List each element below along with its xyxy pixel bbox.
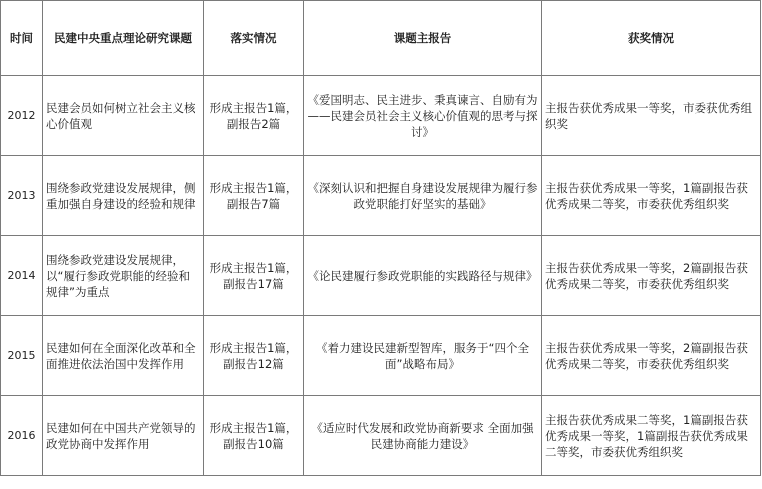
awards-cell: 主报告获优秀成果二等奖，1篇副报告获优秀成果一等奖，1篇副报告获优秀成果二等奖，市委获优秀组织奖: [542, 396, 761, 476]
main-report-cell: 《着力建设民建新型智库，服务于“四个全面”战略布局》: [304, 316, 542, 396]
main-report-cell: 《深刻认识和把握自身建设发展规律为履行参政党职能打好坚实的基础》: [304, 156, 542, 236]
header-topic: 民建中央重点理论研究课题: [43, 1, 204, 76]
table-row: [1, 156, 761, 236]
implementation-cell: 形成主报告1篇，副报告12篇: [204, 316, 304, 396]
topic-cell: 围绕参政党建设发展规律，以“履行参政党职能的经验和规律”为重点: [43, 236, 204, 316]
year-cell: 2013: [1, 156, 43, 236]
year-cell: 2015: [1, 316, 43, 396]
awards-cell: 主报告获优秀成果一等奖，2篇副报告获优秀成果二等奖，市委获优秀组织奖: [542, 236, 761, 316]
table-row: [1, 396, 761, 476]
table-row: [1, 236, 761, 316]
year-cell: 2012: [1, 76, 43, 156]
topic-cell: 围绕参政党建设发展规律，侧重加强自身建设的经验和规律: [43, 156, 204, 236]
awards-cell: 主报告获优秀成果一等奖，2篇副报告获优秀成果二等奖，市委获优秀组织奖: [542, 316, 761, 396]
table-row: [1, 76, 761, 156]
header-implementation: 落实情况: [204, 1, 304, 76]
main-report-cell: 《爱国明志、民主进步、秉真谏言、自励有为——民建会员社会主义核心价值观的思考与探讨》: [304, 76, 542, 156]
header-main-report: 课题主报告: [304, 1, 542, 76]
header-time: 时间: [1, 1, 43, 76]
implementation-cell: 形成主报告1篇，副报告17篇: [204, 236, 304, 316]
year-cell: 2016: [1, 396, 43, 476]
main-report-cell: 《适应时代发展和政党协商新要求 全面加强民建协商能力建设》: [304, 396, 542, 476]
topic-cell: 民建如何在中国共产党领导的政党协商中发挥作用: [43, 396, 204, 476]
topic-cell: 民建如何在全面深化改革和全面推进依法治国中发挥作用: [43, 316, 204, 396]
main-report-cell: 《论民建履行参政党职能的实践路径与规律》: [304, 236, 542, 316]
implementation-cell: 形成主报告1篇，副报告7篇: [204, 156, 304, 236]
awards-cell: 主报告获优秀成果一等奖，1篇副报告获优秀成果二等奖，市委获优秀组织奖: [542, 156, 761, 236]
awards-cell: 主报告获优秀成果一等奖，市委获优秀组织奖: [542, 76, 761, 156]
implementation-cell: 形成主报告1篇，副报告10篇: [204, 396, 304, 476]
implementation-cell: 形成主报告1篇，副报告2篇: [204, 76, 304, 156]
topic-cell: 民建会员如何树立社会主义核心价值观: [43, 76, 204, 156]
table-row: [1, 316, 761, 396]
header-row: [1, 1, 761, 76]
header-awards: 获奖情况: [542, 1, 761, 76]
year-cell: 2014: [1, 236, 43, 316]
